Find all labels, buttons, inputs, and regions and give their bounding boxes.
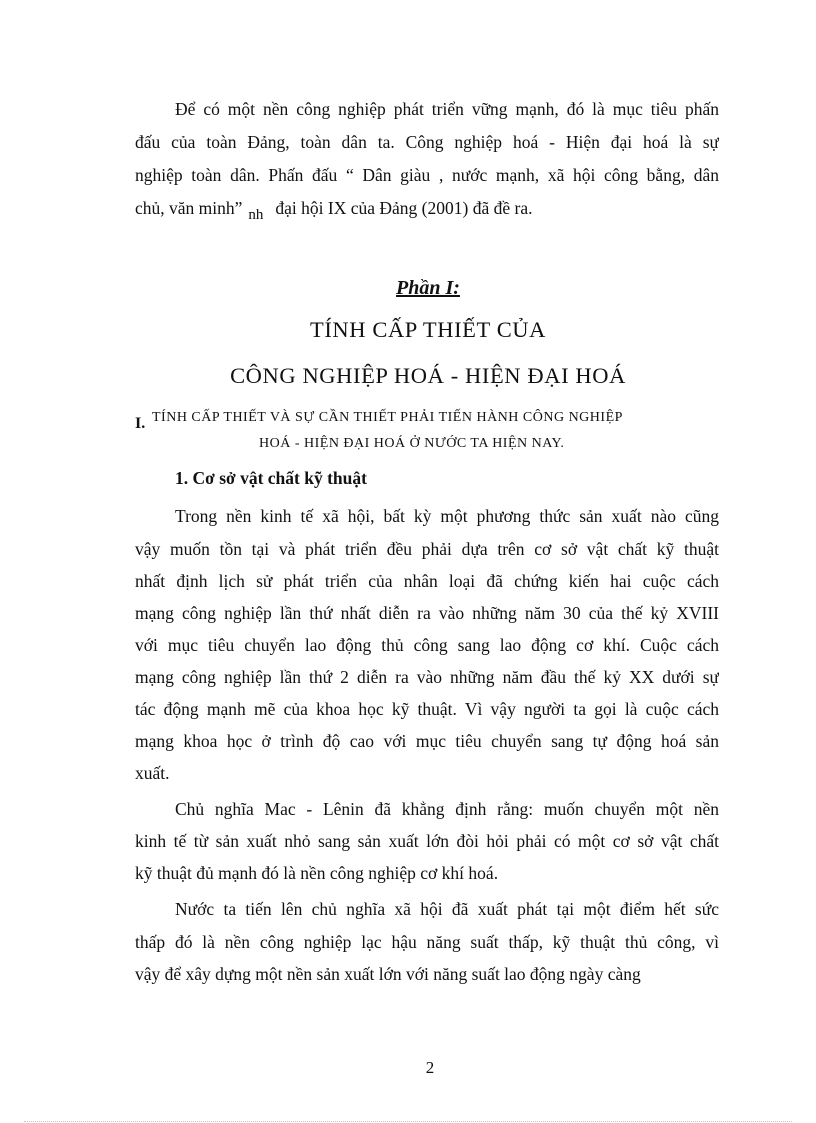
para2-line-2: kinh tế từ sản xuất nhỏ sang sản xuất lớn đòi hỏi phải có một cơ sở vật chất xyxy=(135,831,719,851)
para1-line-4: mạng công nghiệp lần thứ nhất diễn ra vào những năm 30 của thế kỷ XVIII xyxy=(135,603,719,623)
para1-line-2: vậy muốn tồn tại và phát triển đều phải dựa trên cơ sở vật chất kỹ thuật xyxy=(135,539,719,559)
para2-line-3: kỹ thuật đủ mạnh đó là nền công nghiệp cơ khí hoá. xyxy=(135,863,499,883)
para1-line-5: với mục tiêu chuyển lao động thủ công sang lao động cơ khí. Cuộc cách xyxy=(135,635,719,655)
page-bottom-divider xyxy=(24,1121,792,1122)
para1-line-1: Trong nền kinh tế xã hội, bất kỳ một phương thức sản xuất nào cũng xyxy=(175,506,719,526)
para1-line-8: mạng khoa học ở trình độ cao với mục tiêu chuyển sang tự động hoá sản xyxy=(135,731,719,751)
part-title-line-1: TÍNH CẤP THIẾT CỦA xyxy=(309,317,546,342)
intro-line-3: nghiệp toàn dân. Phấn đấu “ Dân giàu , nước mạnh, xã hội công bằng, dân xyxy=(135,165,719,185)
para2-line-1: Chủ nghĩa Mac - Lênin đã khẳng định rằng: muốn chuyển một nền xyxy=(175,799,719,819)
section-title-line-1: TÍNH CẤP THIẾT VÀ SỰ CẦN THIẾT PHẢI TIẾN HÀNH CÔNG NGHIỆP xyxy=(152,410,623,425)
intro-line-1: Để có một nền công nghiệp phát triển vững mạnh, đó là mục tiêu phấn xyxy=(175,99,719,119)
intro-line-2: đấu của toàn Đảng, toàn dân ta. Công nghiệp hoá - Hiện đại hoá là sự xyxy=(135,132,719,152)
para1-line-6: mạng công nghiệp lần thứ 2 diễn ra vào những năm đầu thế kỷ XX dưới sự xyxy=(135,667,719,687)
subsection-title: 1. Cơ sở vật chất kỹ thuật xyxy=(175,468,367,488)
intro-line-4 xyxy=(135,197,532,221)
intro-line-4-end: đại hội IX của Đảng (2001) đã đề ra. xyxy=(275,198,533,218)
para1-line-3: nhất định lịch sử phát triển của nhân loại đã chứng kiến hai cuộc cách xyxy=(135,571,719,591)
section-title-line-2: HOÁ - HIỆN ĐẠI HOÁ Ở NƯỚC TA HIỆN NAY. xyxy=(259,436,565,451)
part-title-line-2: CÔNG NGHIỆP HOÁ - HIỆN ĐẠI HOÁ xyxy=(230,363,626,388)
stray-text-fragment: nh xyxy=(248,207,264,223)
para1-line-9: xuất. xyxy=(135,763,170,783)
para1-line-7: tác động mạnh mẽ của khoa học kỹ thuật. Vì vậy người ta gọi là cuộc cách xyxy=(135,699,719,719)
intro-line-4-start: chủ, văn minh” xyxy=(135,198,243,218)
para3-line-3: vậy để xây dựng một nền sản xuất lớn với năng suất lao động ngày càng xyxy=(135,964,641,984)
para3-line-1: Nước ta tiến lên chủ nghĩa xã hội đã xuất phát tại một điểm hết sức xyxy=(175,899,719,919)
part-label: Phần I: xyxy=(396,277,460,299)
para3-line-2: thấp đó là nền công nghiệp lạc hậu năng suất thấp, kỹ thuật thủ công, vì xyxy=(135,932,719,952)
page-number: 2 xyxy=(425,1058,435,1077)
section-number: I. xyxy=(135,415,146,432)
